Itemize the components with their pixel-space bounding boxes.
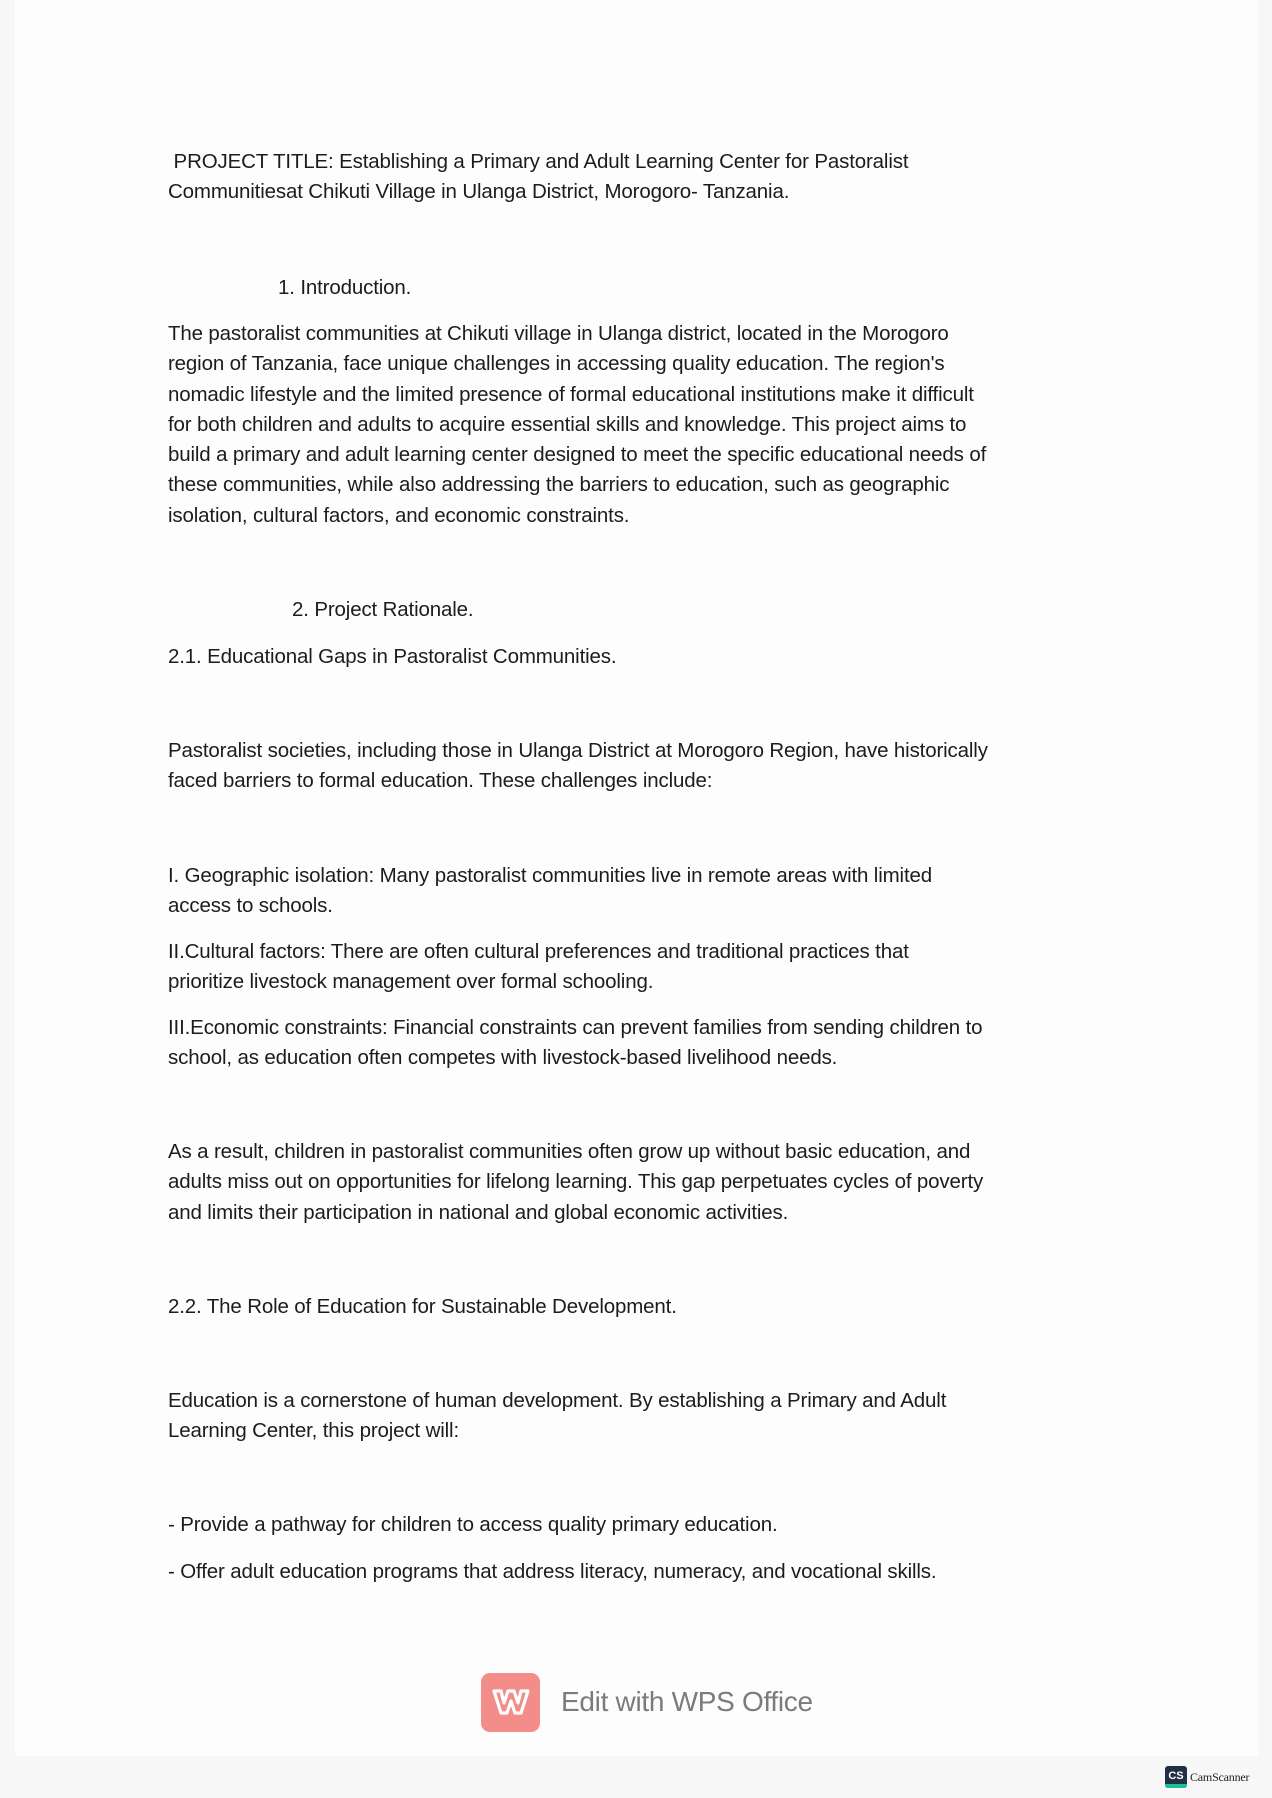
bullet-item-primary-education: - Provide a pathway for children to access quality primary education. xyxy=(168,1513,778,1536)
bullet-item-adult-education: - Offer adult education programs that address literacy, numeracy, and vocational skills. xyxy=(168,1560,937,1583)
camscanner-watermark xyxy=(1165,1766,1249,1788)
project-title xyxy=(168,147,908,208)
challenge-item-economic-constraints xyxy=(168,1013,982,1074)
educational-gaps-intro xyxy=(168,736,988,797)
educational-gaps-conclusion xyxy=(168,1137,983,1228)
paragraph-line: Education is a cornerstone of human development. By establishing a Primary and Adult xyxy=(168,1389,947,1412)
list-item-line: access to schools. xyxy=(168,894,333,918)
paragraph-line: for both children and adults to acquire essential skills and knowledge. This project aims to xyxy=(168,412,967,436)
paragraph-line: region of Tanzania, face unique challenges in accessing quality education. The region's xyxy=(168,352,945,376)
paragraph-line: these communities, while also addressing the barriers to education, such as geographic xyxy=(168,473,950,497)
subsection-heading-educational-gaps: 2.1. Educational Gaps in Pastoralist Communities. xyxy=(168,645,617,668)
list-item-line: II.Cultural factors: There are often cultural preferences and traditional practices that xyxy=(168,940,909,963)
list-item-line: school, as education often competes with livestock-based livelihood needs. xyxy=(168,1046,838,1070)
wps-office-watermark[interactable] xyxy=(481,1672,813,1732)
project-title-line-2: Communitiesat Chikuti Village in Ulanga District, Morogoro- Tanzania. xyxy=(168,180,790,204)
list-item-line: III.Economic constraints: Financial constraints can prevent families from sending children to xyxy=(168,1016,983,1039)
paragraph-line: The pastoralist communities at Chikuti village in Ulanga district, located in the Morogoro xyxy=(168,322,949,345)
wps-w-logo-icon xyxy=(481,1673,540,1732)
introduction-paragraph xyxy=(168,319,986,531)
list-item-line: prioritize livestock management over formal schooling. xyxy=(168,970,654,994)
paragraph-line: isolation, cultural factors, and economic constraints. xyxy=(168,503,630,527)
paragraph-line: faced barriers to formal education. These challenges include: xyxy=(168,769,713,793)
role-of-education-intro xyxy=(168,1386,946,1447)
challenge-item-geographic-isolation xyxy=(168,861,932,922)
camscanner-logo-icon: CS xyxy=(1165,1766,1187,1788)
paragraph-line: Learning Center, this project will: xyxy=(168,1419,460,1443)
paragraph-line: and limits their participation in national and global economic activities. xyxy=(168,1200,789,1224)
paragraph-line: adults miss out on opportunities for lifelong learning. This gap perpetuates cycles of poverty xyxy=(168,1170,984,1194)
camscanner-label: CamScanner xyxy=(1190,1769,1250,1784)
list-item-line: I. Geographic isolation: Many pastoralist communities live in remote areas with limited xyxy=(168,864,932,887)
challenge-item-cultural-factors xyxy=(168,937,909,998)
section-heading-project-rationale: 2. Project Rationale. xyxy=(292,598,474,621)
paragraph-line: build a primary and adult learning center designed to meet the specific educational needs of xyxy=(168,443,987,467)
project-title-line-1: PROJECT TITLE: Establishing a Primary and Adult Learning Center for Pastoralist xyxy=(168,150,909,173)
paragraph-line: As a result, children in pastoralist communities often grow up without basic education, and xyxy=(168,1140,971,1163)
paragraph-line: Pastoralist societies, including those in Ulanga District at Morogoro Region, have historically xyxy=(168,739,988,762)
subsection-heading-role-of-education: 2.2. The Role of Education for Sustainable Development. xyxy=(168,1295,677,1318)
section-heading-introduction: 1. Introduction. xyxy=(278,276,412,299)
paragraph-line: nomadic lifestyle and the limited presence of formal educational institutions make it difficult xyxy=(168,382,974,406)
wps-edit-label: Edit with WPS Office xyxy=(561,1686,813,1717)
